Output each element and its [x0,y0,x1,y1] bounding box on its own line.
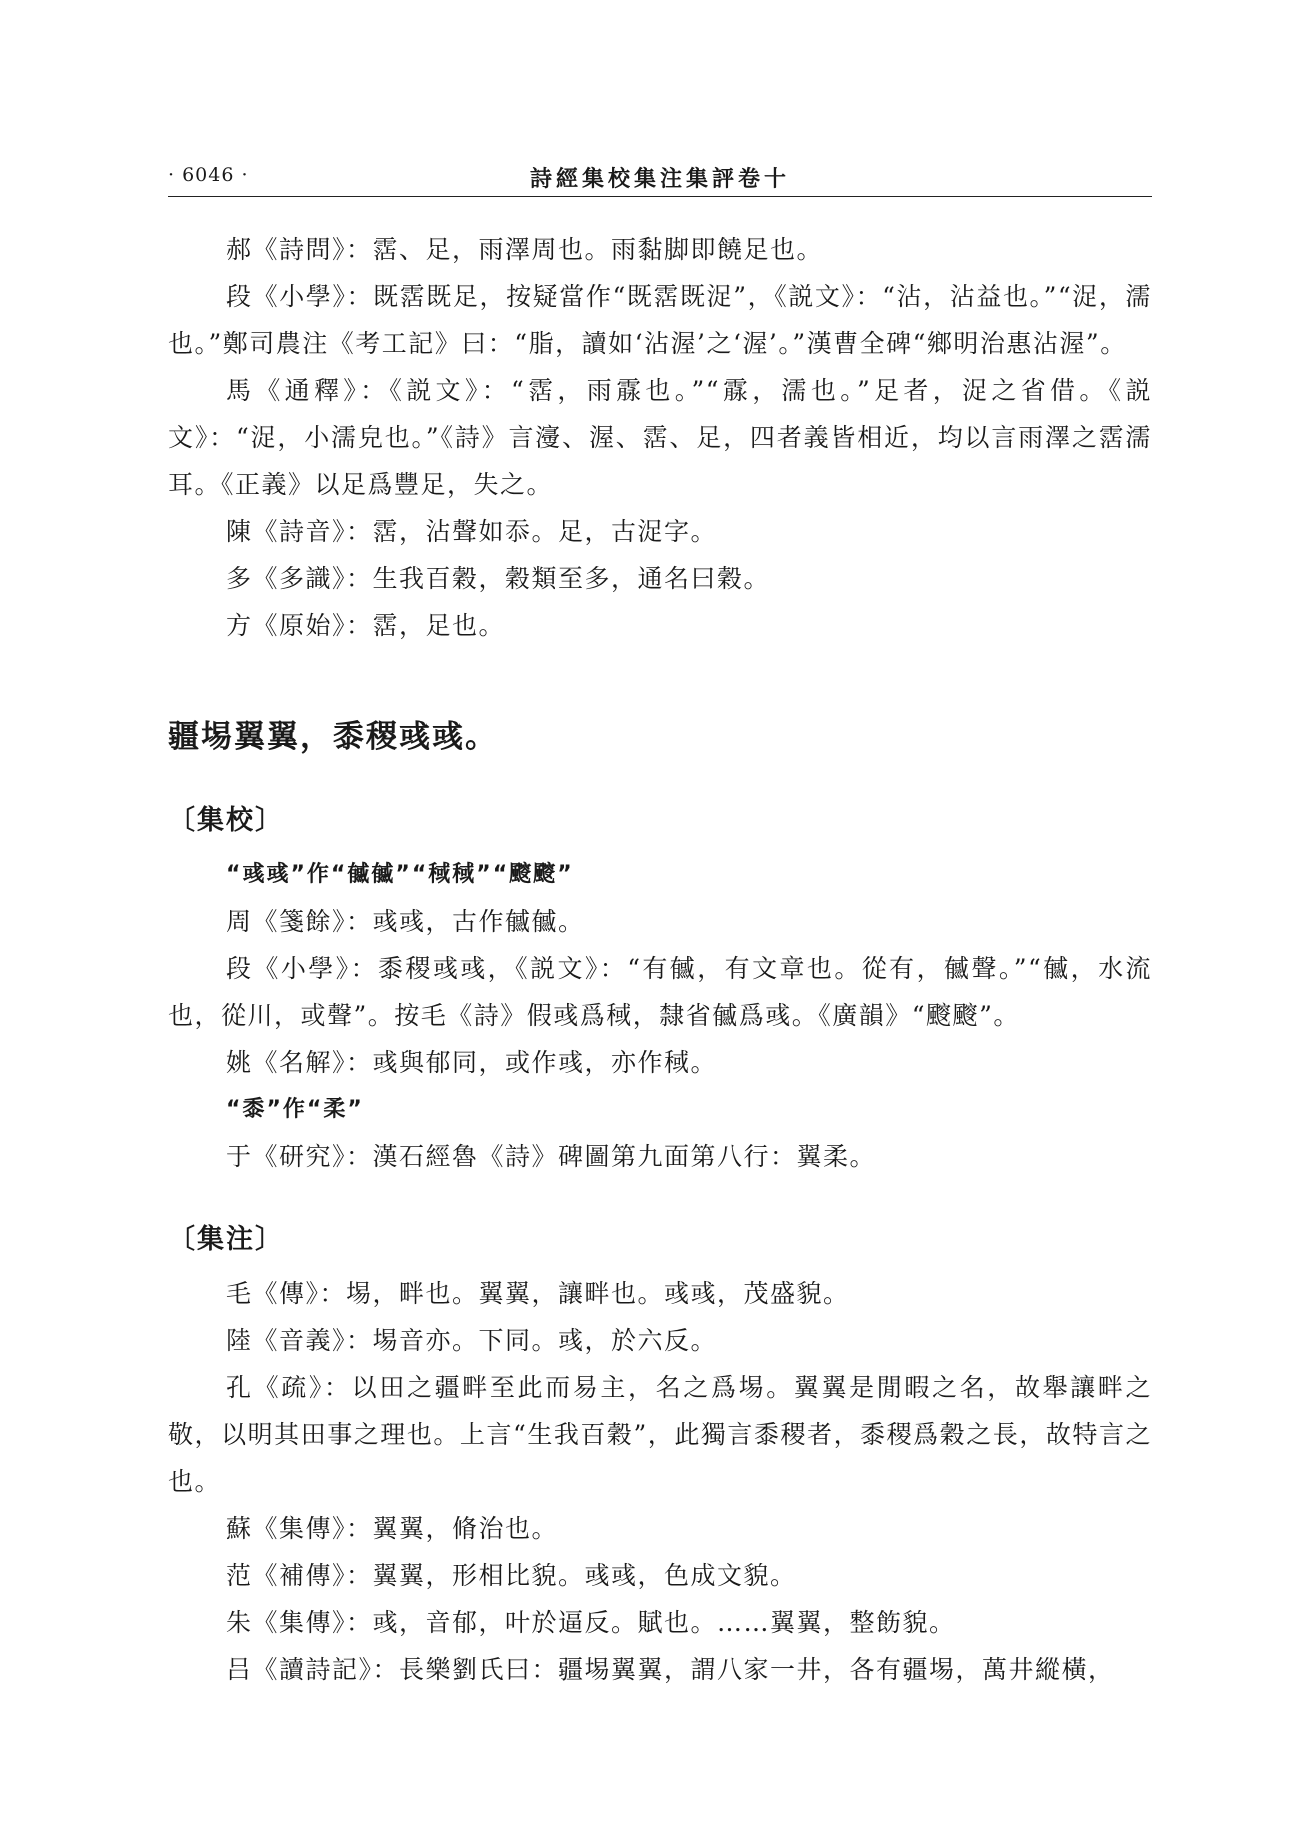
paragraph: 朱《集傳》：彧，音郁，叶於逼反。賦也。……翼翼，整飭貌。 [226,1608,956,1637]
paragraph: 郝《詩問》：霑、足，雨澤周也。雨黏脚即饒足也。 [226,235,824,264]
paragraph: 范《補傳》：翼翼，形相比貌。彧彧，色成文貌。 [226,1561,797,1590]
page-body [168,226,1152,1693]
verse-line: 疆埸翼翼，黍稷彧彧。 [168,719,498,755]
running-title: 詩經集校集注集評卷十 [529,166,790,192]
paragraph: 段《小學》：既霑既足，按疑當作“既霑既浞”，《説文》：“沾，沾益也。”“浞，濡也。”鄭司農注《考工記》曰：“脂，讀如‘沾渥’之‘渥’。”漢曹全碑“鄉明治惠沾渥”。 [168,282,1152,358]
paragraph: 方《原始》：霑，足也。 [226,611,506,640]
paragraph: 孔《疏》：以田之疆畔至此而易主，名之爲埸。翼翼是閒暇之名，故舉讓畔之敬，以明其田事之理也。上言“生我百穀”，此獨言黍稷者，黍稷爲穀之長，故特言之也。 [168,1373,1152,1496]
paragraph: 毛《傳》：埸，畔也。翼翼，讓畔也。彧彧，茂盛貌。 [226,1279,850,1308]
page-number: · 6046 · [168,164,249,186]
paragraph: 陸《音義》：埸音亦。下同。彧，於六反。 [226,1326,718,1355]
section-heading-jijiao: 〔集校〕 [168,805,284,836]
paragraph: 于《研究》：漢石經魯《詩》碑圖第九面第八行：翼柔。 [226,1142,877,1171]
paragraph: 陳《詩音》：霑，沾聲如忝。足，古浞字。 [226,517,718,546]
paragraph: 段《小學》：黍稷彧彧，《説文》：“有㦽，有文章也。從有，㦽聲。”“㦽，水流也，從川，或聲”。按毛《詩》假彧爲稢，隸省㦽爲彧。《廣韻》“䬒䬒”。 [168,954,1152,1030]
paragraph: 周《箋餘》：彧彧，古作㦽㦽。 [226,907,585,936]
paragraph: 蘇《集傳》：翼翼，脩治也。 [226,1514,559,1543]
section-heading-jizhu: 〔集注〕 [168,1224,284,1255]
paragraph: 吕《讀詩記》：長樂劉氏曰：疆埸翼翼，謂八家一井，各有疆埸，萬井縱橫， [226,1655,1115,1684]
paragraph: 馬《通釋》：《説文》：“霑，雨霡也。”“霡，濡也。”足者，浞之省借。《説文》：“浞，小濡皃也。”《詩》言濅、渥、霑、足，四者義皆相近，均以言雨澤之霑濡耳。《正義》以足爲豐足，失之。 [168,376,1152,499]
paragraph: 多《多識》：生我百穀，穀類至多，通名曰穀。 [226,564,771,593]
page-header [168,160,1152,200]
paragraph: 姚《名解》：彧與郁同，或作彧，亦作稢。 [226,1048,718,1077]
sub-heading: “彧彧”作“㦽㦽”“稢稢”“䬒䬒” [226,862,574,887]
sub-heading: “黍”作“柔” [226,1097,364,1122]
header-rule [168,196,1152,197]
